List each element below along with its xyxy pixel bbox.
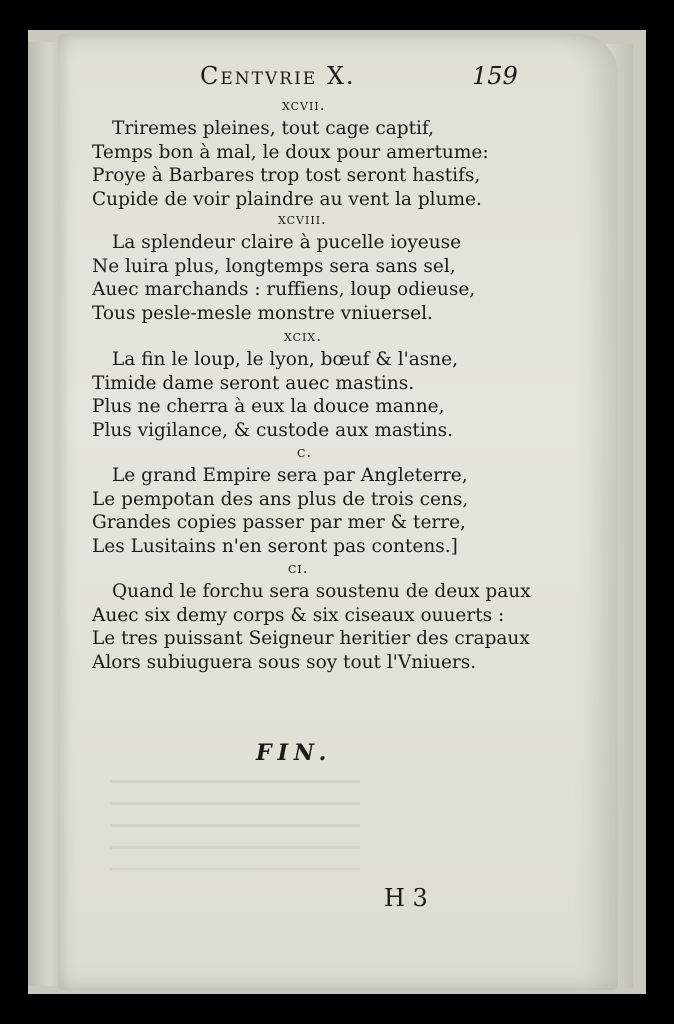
verse-line: Le grand Empire sera par Angleterre, — [112, 465, 468, 486]
verse-line: Proye à Barbares trop tost seront hastifs, — [92, 165, 481, 186]
verse-line: La splendeur claire à pucelle ioyeuse — [112, 232, 462, 253]
verse-line: Auec marchands : ruffiens, loup odieuse, — [92, 279, 476, 300]
quatrain — [92, 348, 532, 442]
verse-line: Temps bon à mal, le doux pour amertume: — [92, 141, 489, 163]
quatrain — [92, 231, 532, 325]
page-number: 159 — [472, 62, 518, 90]
quatrain-number: ci. — [288, 559, 309, 577]
quatrain-number: xcvii. — [282, 96, 326, 114]
quatrain-number: c. — [297, 443, 313, 461]
verse-line: Triremes pleines, tout cage captif, — [112, 118, 435, 139]
verse-line: Auec six demy corps & six ciseaux ouuerts : — [92, 604, 505, 626]
verse-line: La fin le loup, le lyon, bœuf & l'asne, — [112, 349, 458, 370]
verse-line: Quand le forchu sera soustenu de deux paux — [112, 581, 531, 602]
verse-line: Le tres puissant Seigneur heritier des crapaux — [92, 628, 530, 649]
verse-line: Timide dame seront auec mastins. — [92, 372, 415, 394]
quatrain — [92, 117, 532, 211]
verse-line: Plus vigilance, & custode aux mastins. — [92, 419, 454, 441]
verse-line: Le pempotan des ans plus de trois cens, — [92, 488, 469, 510]
verse-line: Alors subiuguera sous soy tout l'Vniuers. — [92, 651, 477, 673]
running-header: Centvrie X. — [200, 62, 356, 90]
verse-line: Tous pesle-mesle monstre vniuersel. — [92, 302, 433, 324]
verse-line: Les Lusitains n'en seront pas contens.] — [92, 535, 458, 557]
quatrain-number: xcviii. — [278, 210, 327, 228]
verse-line: Ne luira plus, longtemps sera sans sel, — [92, 255, 456, 277]
quatrain — [92, 580, 532, 674]
signature-mark: H 3 — [384, 884, 428, 912]
quatrain — [92, 464, 532, 558]
fin-colophon: FIN. — [256, 740, 333, 766]
verse-line: Plus ne cherra à eux la douce manne, — [92, 396, 445, 417]
verse-line: Grandes copies passer par mer & terre, — [92, 512, 466, 533]
quatrain-number: xcix. — [284, 327, 322, 345]
verse-line: Cupide de voir plaindre au vent la plume. — [92, 188, 482, 210]
